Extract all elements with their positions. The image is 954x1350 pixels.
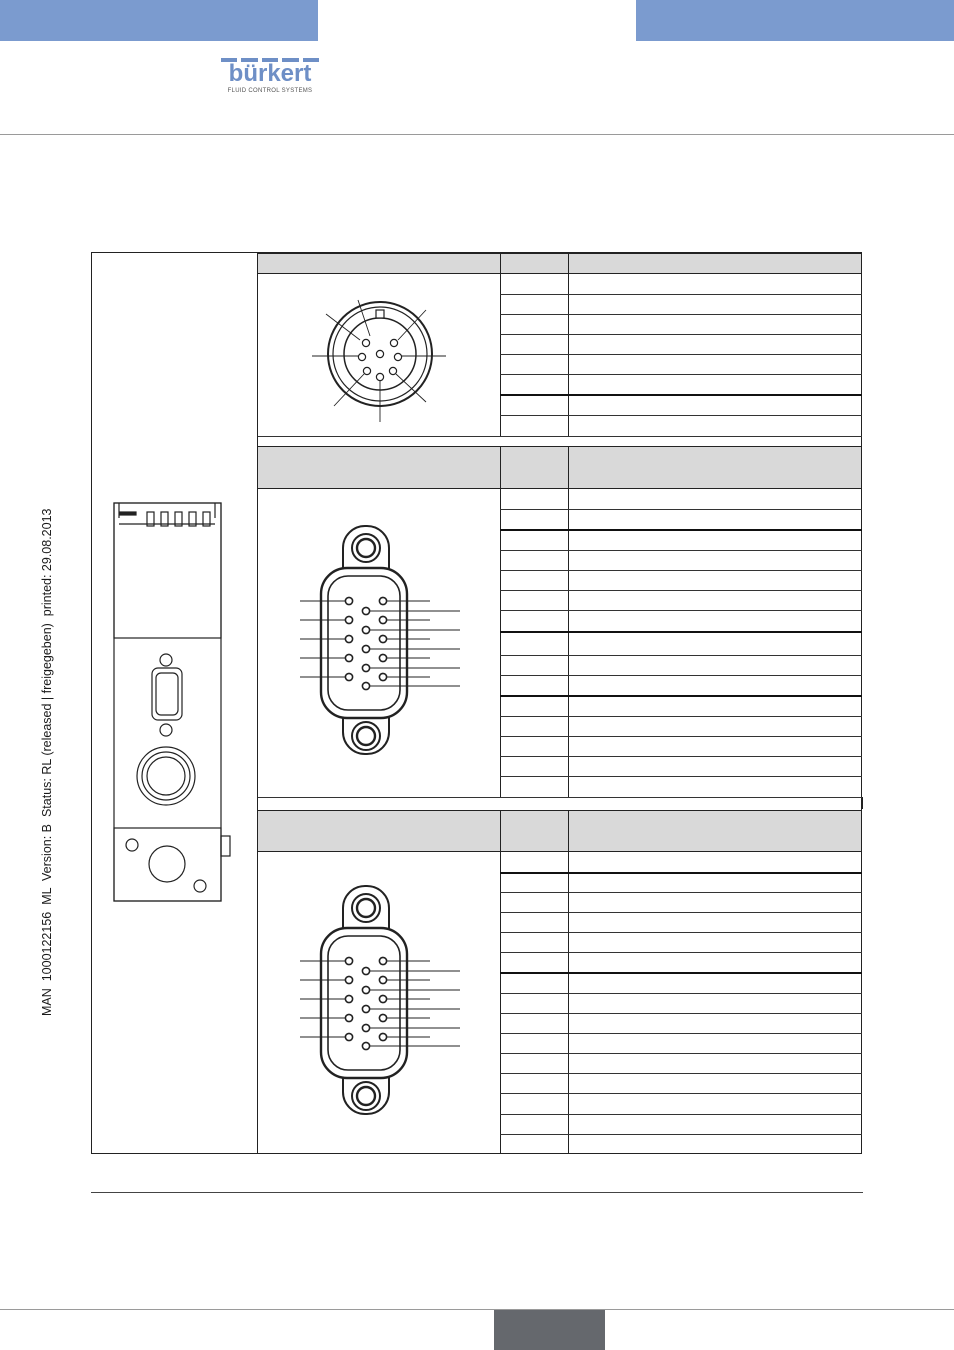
bottom-rule <box>0 1309 954 1310</box>
table-row <box>500 529 862 531</box>
table-row <box>500 716 862 717</box>
table-row <box>500 776 862 777</box>
col-divider-pin-3 <box>500 810 501 1154</box>
table-row <box>500 550 862 551</box>
table-header-row-2 <box>258 446 862 489</box>
table-row <box>500 294 862 295</box>
col-divider-assign-3 <box>568 810 569 1154</box>
table-row <box>500 952 862 953</box>
table-row <box>500 354 862 355</box>
round-connector-8pin-diagram <box>310 296 450 426</box>
table-right-edge <box>861 253 862 1154</box>
col-divider-assign-1 <box>568 253 569 436</box>
table-device-column-divider <box>257 252 258 1154</box>
footer-rule <box>91 1192 863 1193</box>
section-separator-1 <box>258 436 862 437</box>
table-row <box>500 509 862 510</box>
table-row <box>500 1114 862 1115</box>
header-band-right <box>636 0 954 41</box>
table-row <box>500 415 862 416</box>
page-number-tab <box>494 1310 605 1350</box>
table-row <box>500 1073 862 1074</box>
table-row <box>500 374 862 375</box>
table-row <box>500 1134 862 1135</box>
header-rule <box>0 134 954 135</box>
table-row <box>500 695 862 697</box>
table-row <box>500 872 862 874</box>
table-row <box>500 972 862 974</box>
device-round-port <box>137 747 195 805</box>
table-row <box>500 570 862 571</box>
table-row <box>500 314 862 315</box>
table-row <box>500 912 862 913</box>
table-row <box>500 1013 862 1014</box>
col-divider-pin-1 <box>500 253 501 436</box>
header-band-left <box>0 0 318 41</box>
logo-wordmark: bürkert <box>228 60 312 87</box>
table-row <box>500 631 862 633</box>
section-separator-2 <box>258 797 862 798</box>
table-header-row-3 <box>258 810 862 852</box>
dsub15-connector-upper-diagram <box>296 522 466 762</box>
table-row <box>500 892 862 893</box>
table-row <box>500 655 862 656</box>
table-row <box>500 932 862 933</box>
table-row <box>500 334 862 335</box>
table-row <box>500 590 862 591</box>
device-bottom-mount <box>126 839 206 892</box>
table-row <box>500 736 862 737</box>
document-side-note: MAN 1000122156 ML Version: B Status: RL (released | freigegeben) printed: 29.08.2013 <box>40 508 54 1016</box>
table-row <box>500 675 862 676</box>
col-divider-assign-2 <box>568 446 569 797</box>
table-row <box>500 1053 862 1054</box>
table-row <box>500 1033 862 1034</box>
device-illustration <box>105 498 245 908</box>
table-right-notch <box>862 797 863 809</box>
table-header-row-1 <box>258 253 862 274</box>
logo-tagline: FLUID CONTROL SYSTEMS <box>227 88 313 94</box>
table-row <box>500 1093 862 1094</box>
dsub15-connector-lower-diagram <box>296 882 466 1122</box>
device-dsub-port <box>152 654 182 736</box>
table-row <box>500 756 862 757</box>
col-divider-pin-2 <box>500 446 501 797</box>
buerkert-logo <box>221 58 319 98</box>
table-row <box>500 394 862 396</box>
table-row <box>500 993 862 994</box>
table-row <box>500 610 862 611</box>
